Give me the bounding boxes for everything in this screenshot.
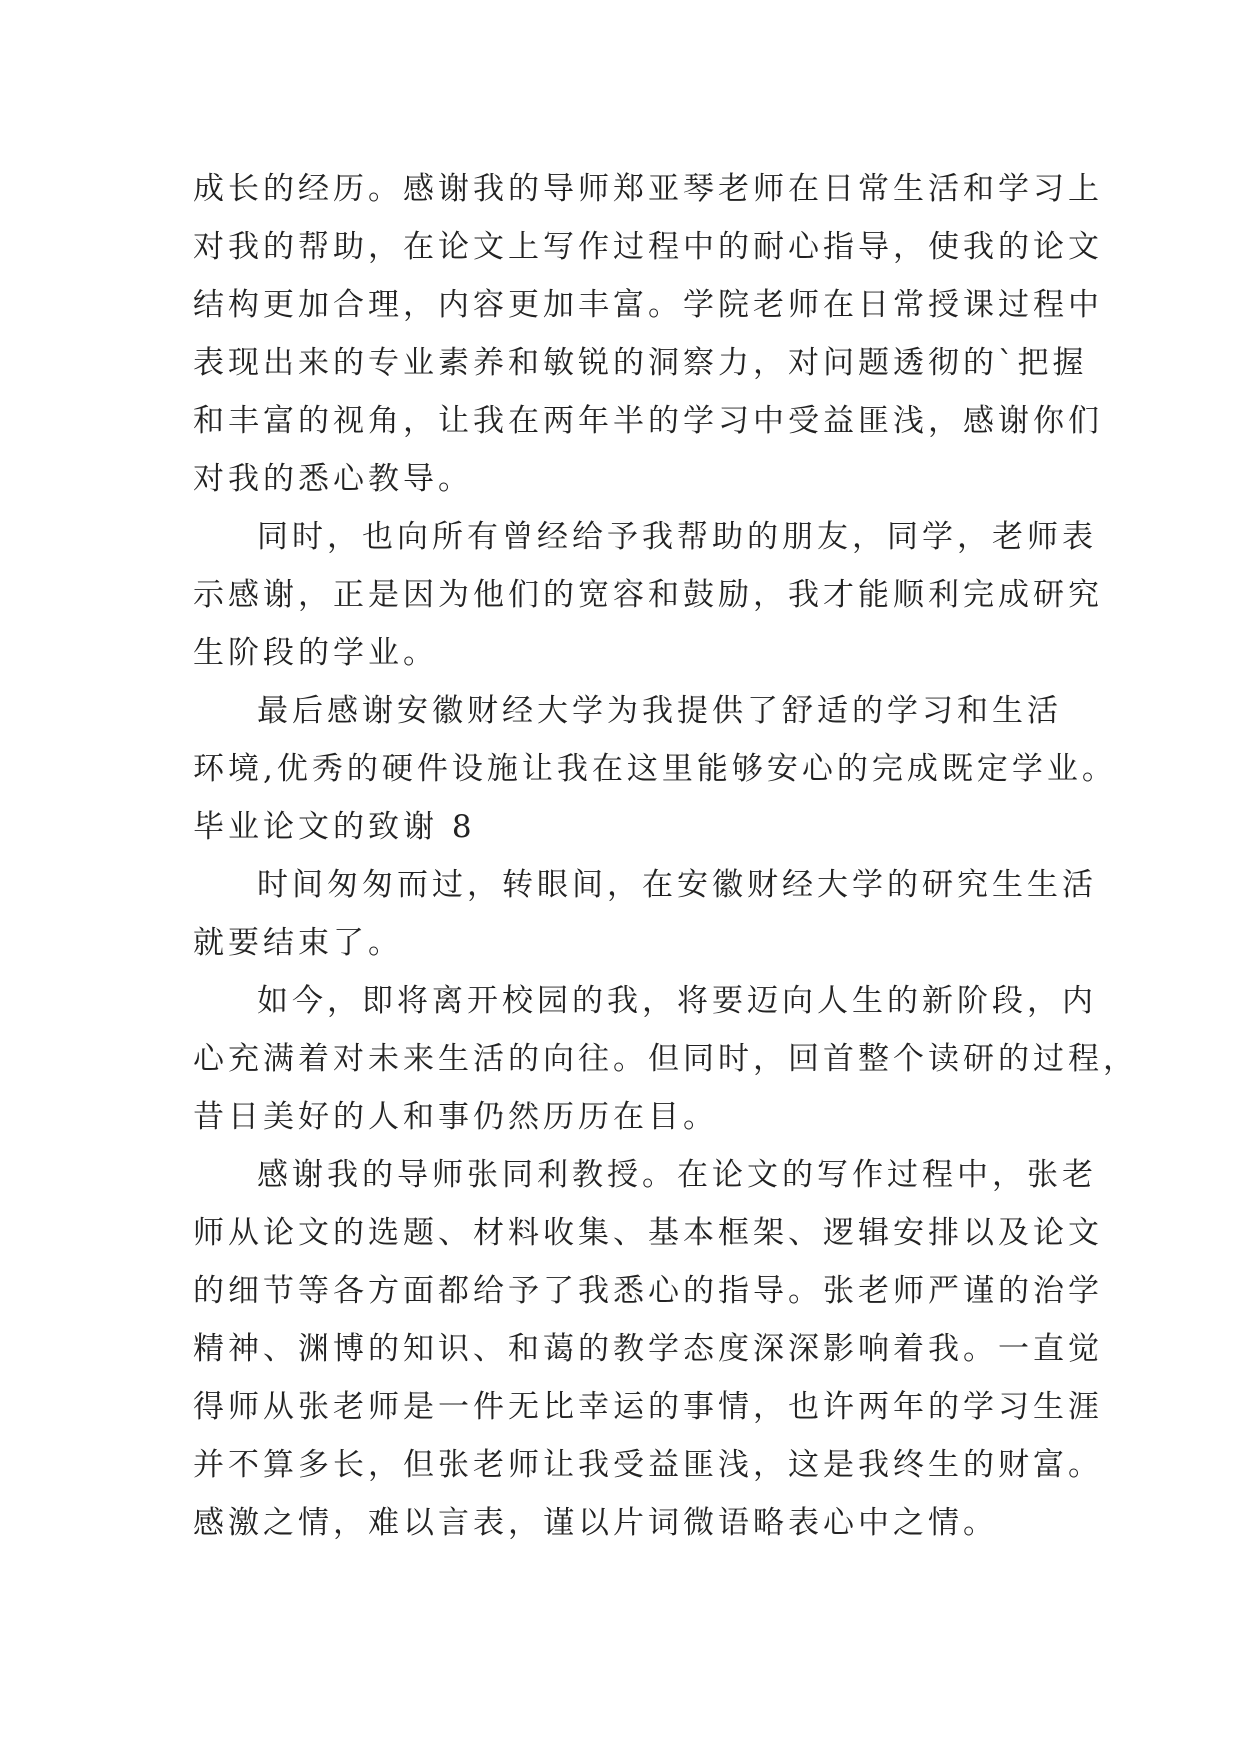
section-heading — [193, 798, 1073, 856]
text-line: 就要结束了。 — [193, 925, 403, 961]
text-line: 得师从张老师是一件无比幸运的事情，也许两年的学习生涯 — [193, 1389, 1103, 1425]
text-line: 的细节等各方面都给予了我悉心的指导。张老师严谨的治学 — [193, 1273, 1103, 1309]
text-line: 对我的帮助，在论文上写作过程中的耐心指导，使我的论文 — [193, 229, 1103, 265]
text-line: 如今，即将离开校园的我，将要迈向人生的新阶段，内 — [257, 983, 1097, 1019]
text-line: 示感谢，正是因为他们的宽容和鼓励，我才能顺利完成研究 — [193, 577, 1103, 613]
text-line: 表现出来的专业素养和敏锐的洞察力，对问题透彻的`把握 — [193, 345, 1088, 381]
text-line: 同时，也向所有曾经给予我帮助的朋友，同学，老师表 — [257, 519, 1097, 555]
text-line: 环境,优秀的硬件设施让我在这里能够安心的完成既定学业。 — [193, 751, 1117, 787]
text-line: 和丰富的视角，让我在两年半的学习中受益匪浅，感谢你们 — [193, 403, 1103, 439]
paragraph-1 — [193, 160, 1103, 508]
paragraph-3 — [193, 682, 1117, 798]
paragraph-5 — [193, 856, 1097, 972]
text-line: 感激之情，难以言表，谨以片词微语略表心中之情。 — [193, 1505, 998, 1541]
text-line: 时间匆匆而过，转眼间，在安徽财经大学的研究生生活 — [257, 867, 1097, 903]
text-line: 昔日美好的人和事仍然历历在目。 — [193, 1099, 718, 1135]
text-line: 感谢我的导师张同利教授。在论文的写作过程中，张老 — [257, 1157, 1097, 1193]
paragraph-7 — [193, 1146, 1103, 1552]
paragraph-2 — [193, 508, 1103, 682]
paragraph-6 — [193, 972, 1138, 1146]
text-line: 对我的悉心教导。 — [193, 461, 473, 497]
text-line: 心充满着对未来生活的向往。但同时，回首整个读研的过程， — [193, 1041, 1138, 1077]
text-line: 师从论文的选题、材料收集、基本框架、逻辑安排以及论文 — [193, 1215, 1103, 1251]
text-line: 结构更加合理，内容更加丰富。学院老师在日常授课过程中 — [193, 287, 1103, 323]
heading-line: 毕业论文的致谢 8 — [193, 809, 476, 845]
text-line: 并不算多长，但张老师让我受益匪浅，这是我终生的财富。 — [193, 1447, 1103, 1483]
text-line: 最后感谢安徽财经大学为我提供了舒适的学习和生活 — [257, 693, 1062, 729]
text-line: 生阶段的学业。 — [193, 635, 438, 671]
document-body — [193, 160, 1138, 1552]
text-line: 成长的经历。感谢我的导师郑亚琴老师在日常生活和学习上 — [193, 171, 1103, 207]
text-line: 精神、渊博的知识、和蔼的教学态度深深影响着我。一直觉 — [193, 1331, 1103, 1367]
